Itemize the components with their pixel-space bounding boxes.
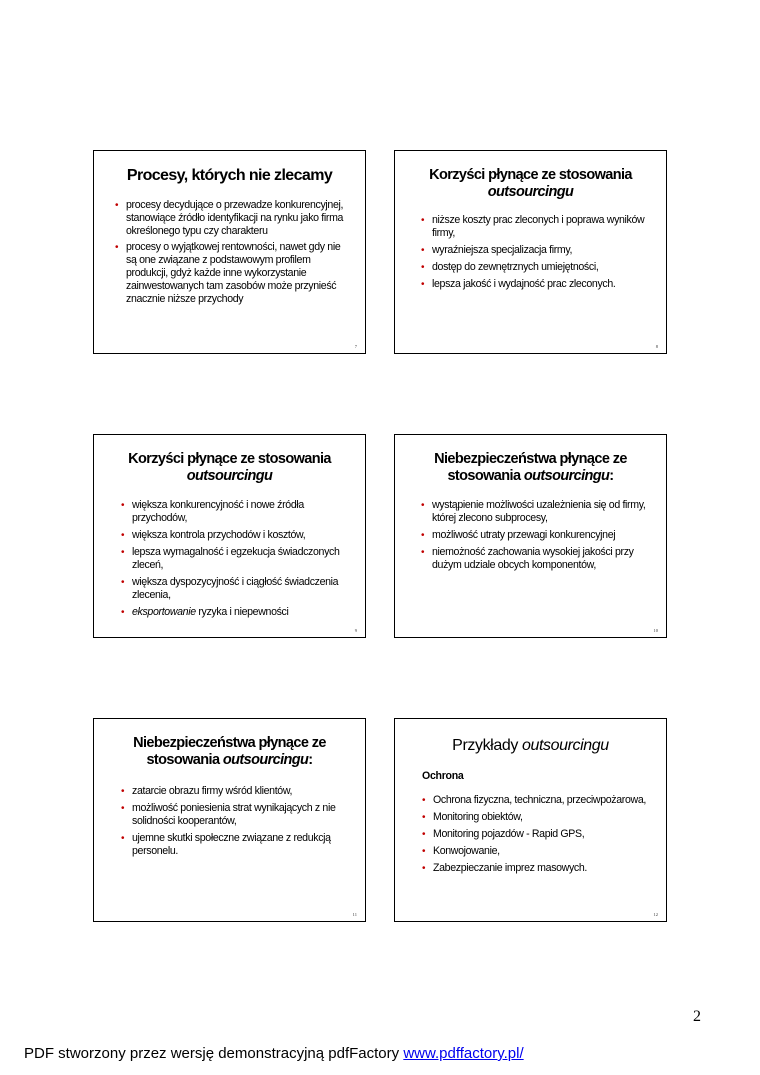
bullet-icon: •: [421, 262, 425, 273]
list-item: • ujemne skutki społeczne związane z redukcją personelu.: [121, 832, 331, 857]
list-item: • możliwość utraty przewagi konkurencyjnej: [421, 529, 616, 541]
list-item: • lepsza jakość i wydajność prac zleconych.: [421, 278, 616, 290]
list-item: • Ochrona fizyczna, techniczna, przeciwpożarowa,: [422, 794, 646, 806]
slide-title: Niebezpieczeństwa płynące ze stosowania outsourcingu:: [434, 451, 627, 484]
list-item: • Monitoring obiektów,: [422, 811, 523, 823]
slide-number: 11: [352, 912, 357, 917]
bullet-icon: •: [421, 215, 425, 226]
bullet-icon: •: [421, 279, 425, 290]
list-item: • lepsza wymagalność i egzekucja świadczonych zleceń,: [121, 546, 340, 571]
bullet-icon: •: [422, 863, 426, 874]
bullet-list: [421, 499, 657, 576]
list-item: • większa konkurencyjność i nowe źródła przychodów,: [121, 499, 304, 524]
list-item: • procesy o wyjątkowej rentowności, nawet gdy nie są one związane z podstawowym profilem produkcji, gdyż każde inne wykorzystanie zainwestowanych tam zasobów może przynieść znacznie niższe przychody: [115, 241, 341, 305]
slide-title: Korzyści płynące ze stosowania outsourcingu: [128, 451, 331, 484]
footer-text: PDF stworzony przez wersję demonstracyjną pdfFactory: [24, 1045, 404, 1062]
bullet-icon: •: [422, 829, 426, 840]
bullet-list: [422, 794, 657, 879]
slide-number: 9: [354, 628, 357, 633]
list-item: • większa kontrola przychodów i kosztów,: [121, 529, 306, 541]
bullet-icon: •: [121, 500, 125, 511]
bullet-icon: •: [115, 242, 119, 253]
pdf-watermark-footer: [24, 1045, 524, 1062]
list-item: • eksportowanie ryzyka i niepewności: [121, 606, 289, 618]
bullet-list: [421, 214, 656, 295]
section-subheading: Ochrona: [422, 770, 464, 782]
bullet-icon: •: [421, 547, 425, 558]
bullet-icon: •: [115, 200, 119, 211]
bullet-icon: •: [121, 607, 125, 618]
slide-11: [93, 718, 366, 922]
bullet-icon: •: [121, 833, 125, 844]
bullet-icon: •: [121, 803, 125, 814]
pdffactory-link[interactable]: www.pdffactory.pl/: [403, 1045, 524, 1062]
slide-title: Przykłady outsourcingu: [452, 737, 609, 754]
slide-number: 8: [655, 344, 658, 349]
bullet-icon: •: [422, 795, 426, 806]
slide-number: 12: [653, 912, 658, 917]
slide-number: 10: [653, 628, 658, 633]
list-item: • niemożność zachowania wysokiej jakości przy dużym udziale obcych komponentów,: [421, 546, 634, 571]
list-item: • wystąpienie możliwości uzależnienia się od firmy, której zlecono subprocesy,: [421, 499, 646, 524]
slide-9: [93, 434, 366, 638]
list-item: • niższe koszty prac zleconych i poprawa wyników firmy,: [421, 214, 645, 239]
bullet-icon: •: [422, 812, 426, 823]
list-item: • Konwojowanie,: [422, 845, 500, 857]
list-item: • możliwość poniesienia strat wynikających z nie solidności kooperantów,: [121, 802, 336, 827]
bullet-icon: •: [121, 530, 125, 541]
bullet-icon: •: [421, 245, 425, 256]
page-number: 2: [693, 1008, 701, 1025]
list-item: • wyraźniejsza specjalizacja firmy,: [421, 244, 573, 256]
slide-number: 7: [354, 344, 357, 349]
list-item: • Monitoring pojazdów - Rapid GPS,: [422, 828, 585, 840]
slide-title: Procesy, których nie zlecamy: [126, 167, 333, 184]
bullet-icon: •: [421, 530, 425, 541]
slide-7: [93, 150, 366, 354]
slide-8: [394, 150, 667, 354]
slide-10: [394, 434, 667, 638]
bullet-list: [121, 499, 356, 623]
bullet-icon: •: [121, 577, 125, 588]
list-item: • dostęp do zewnętrznych umiejętności,: [421, 261, 599, 273]
list-item: • większa dyspozycyjność i ciągłość świadczenia zlecenia,: [121, 576, 339, 601]
bullet-icon: •: [422, 846, 426, 857]
bullet-list: [121, 785, 356, 862]
bullet-icon: •: [121, 547, 125, 558]
list-item: • Zabezpieczanie imprez masowych.: [422, 862, 588, 874]
slide-title: Niebezpieczeństwa płynące ze stosowania outsourcingu:: [133, 735, 326, 768]
bullet-icon: •: [421, 500, 425, 511]
list-item: • zatarcie obrazu firmy wśród klientów,: [121, 785, 293, 797]
bullet-list: [115, 199, 347, 310]
slide-title: Korzyści płynące ze stosowania outsourcingu: [429, 167, 632, 200]
list-item: • procesy decydujące o przewadze konkurencyjnej, stanowiące źródło identyfikacji na rynku jako firma określonego typu czy charakteru: [115, 199, 344, 237]
bullet-icon: •: [121, 786, 125, 797]
slide-12: [394, 718, 667, 922]
